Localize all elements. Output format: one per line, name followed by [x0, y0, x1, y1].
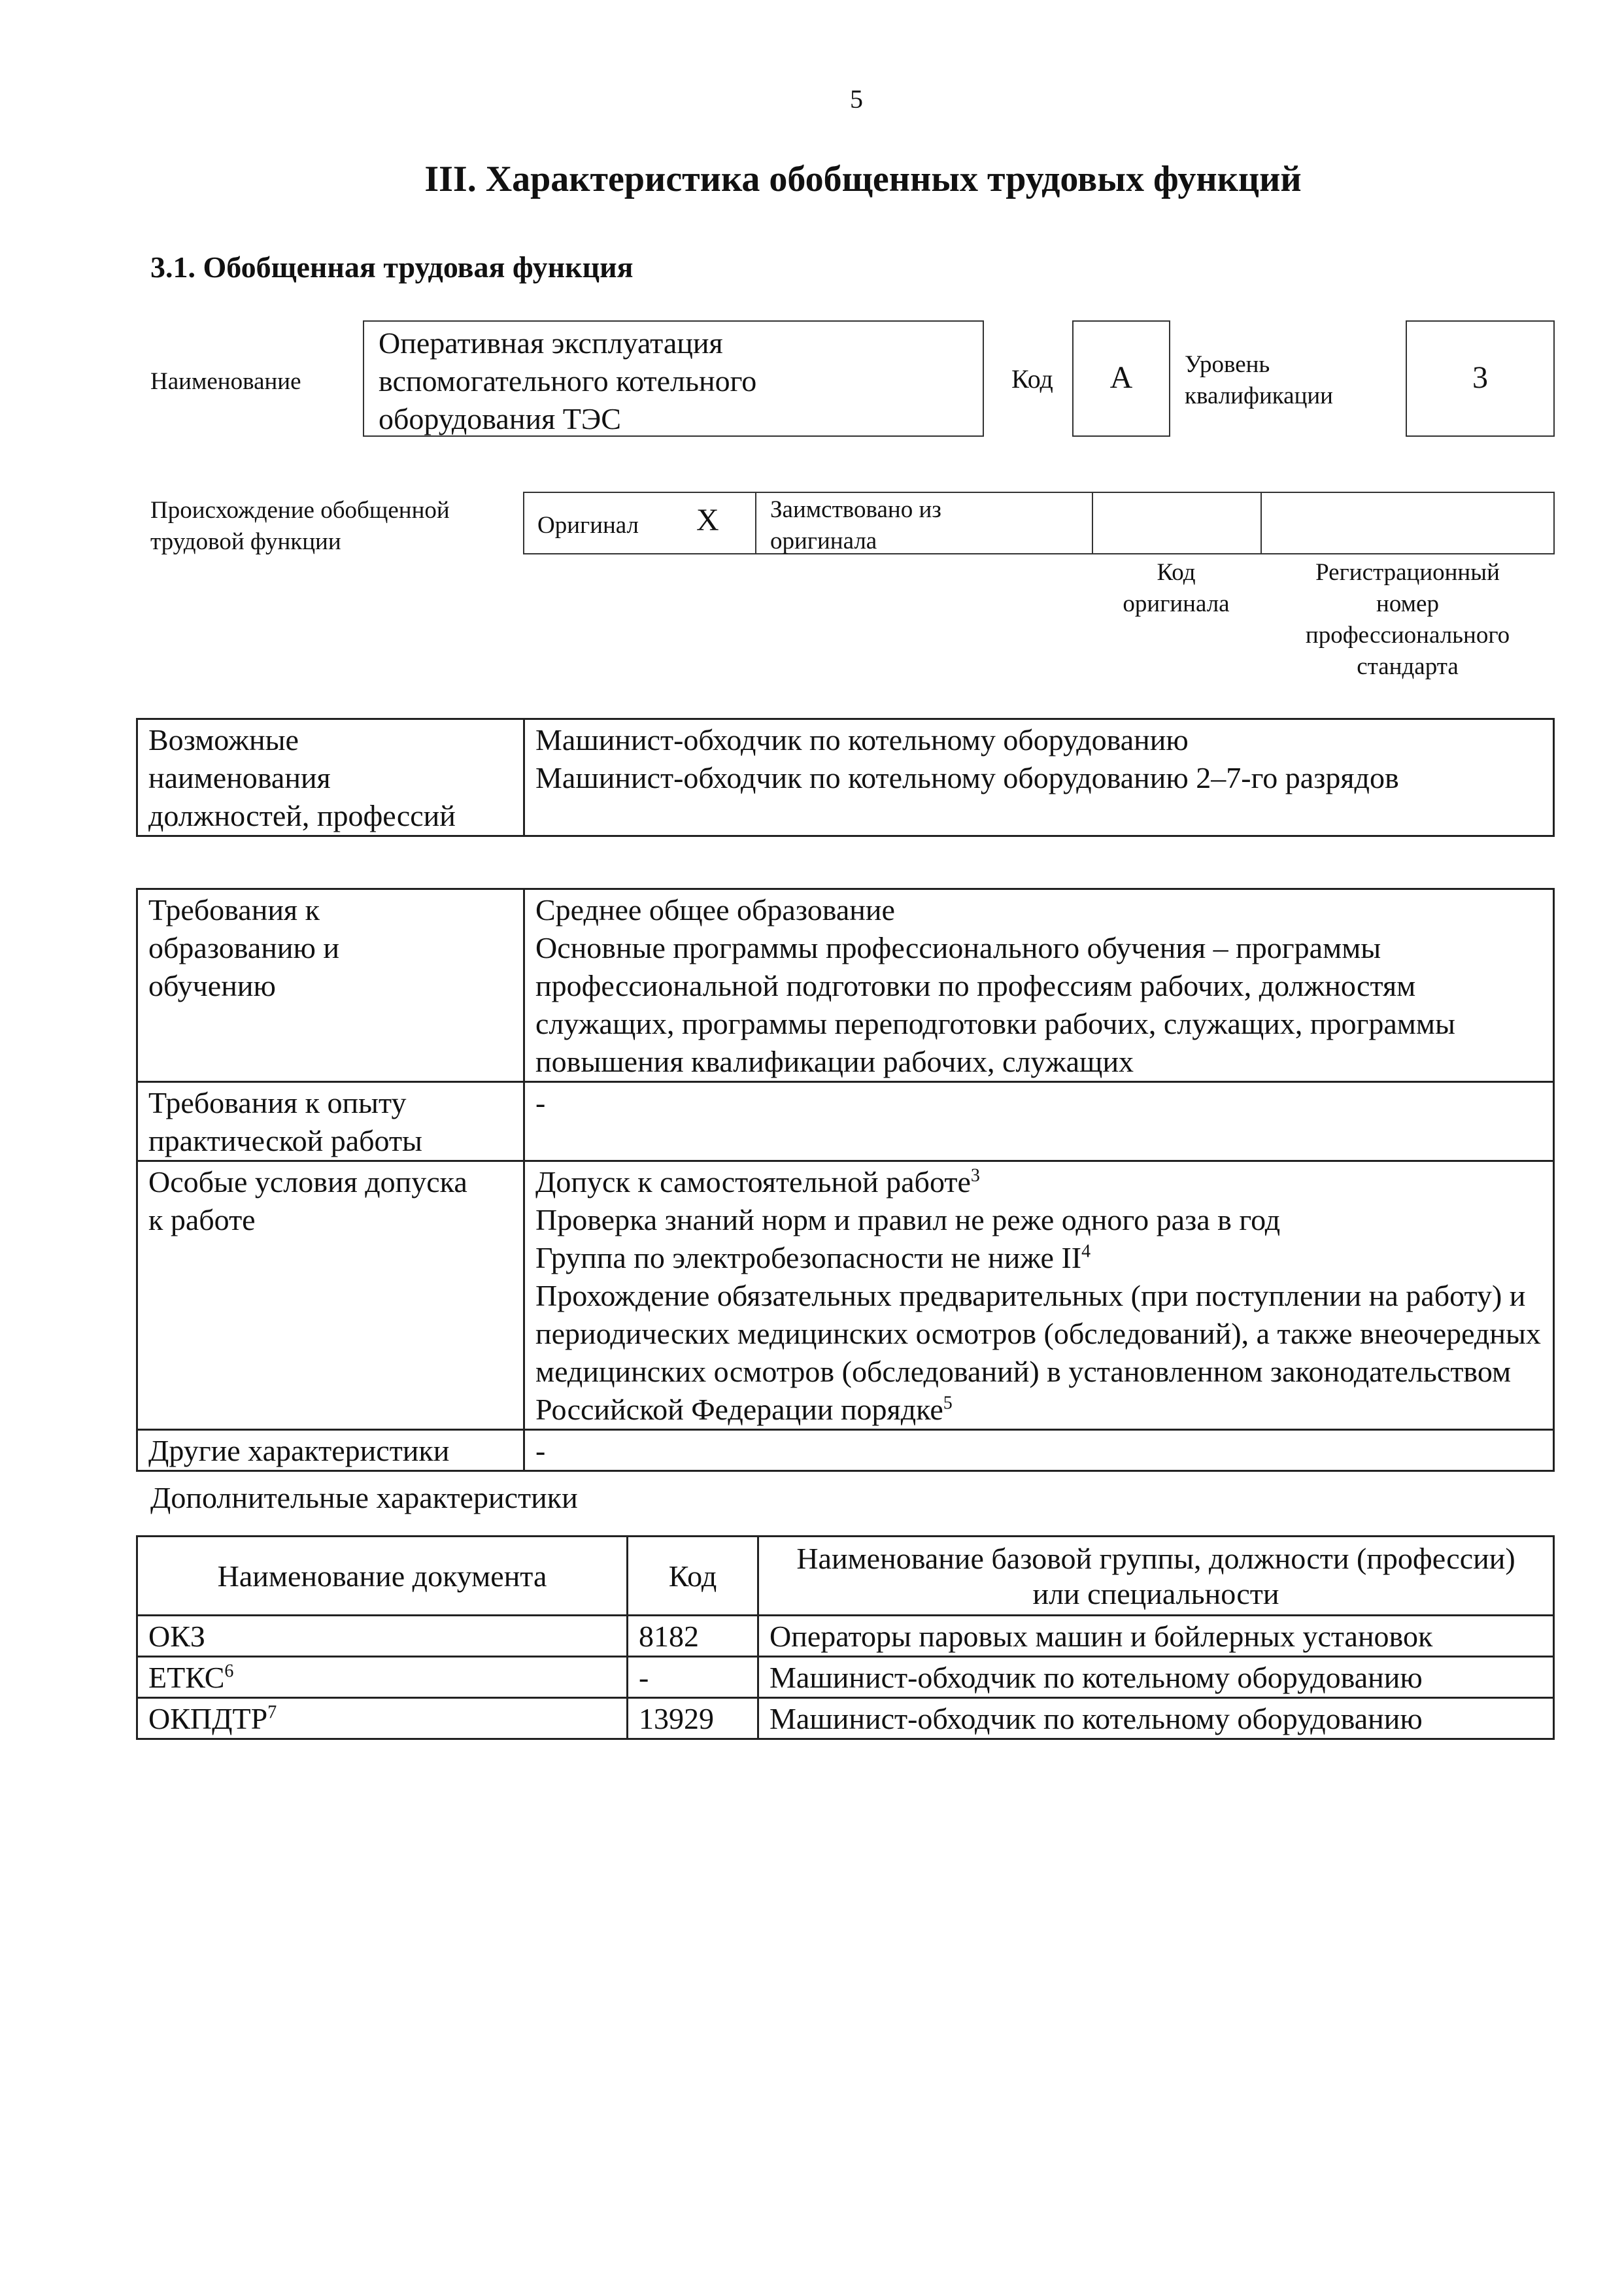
origin-label [150, 495, 450, 558]
function-name-line: вспомогательного котельного [379, 364, 757, 398]
positions-values [524, 719, 1554, 836]
code-cell: 8182 [628, 1616, 758, 1657]
name-cell: Машинист-обходчик по котельному оборудованию [758, 1698, 1554, 1739]
code-cell: 13929 [628, 1698, 758, 1739]
reg-number-line: профессионального [1305, 622, 1510, 649]
header-doc: Наименование документа [137, 1537, 628, 1616]
requirement-row-other [137, 1430, 1554, 1471]
position-item: Машинист-обходчик по котельному оборудованию 2–7-го разрядов [535, 761, 1399, 794]
doc-cell: ЕТКС$^6$ [137, 1657, 628, 1698]
header-name: Наименование базовой группы, должности (профессии) или специальности [758, 1537, 1554, 1616]
original-label: Оригинал [537, 512, 639, 539]
additional-table [136, 1535, 1555, 1740]
positions-label: Возможные наименования должностей, профессий [137, 719, 524, 836]
additional-row [137, 1657, 1554, 1698]
function-name-field [363, 320, 984, 437]
name-label: Наименование [150, 368, 301, 395]
requirement-label: Другие характеристики [137, 1430, 524, 1471]
original-mark: X [696, 503, 719, 537]
borrowed-label [770, 494, 941, 557]
requirement-values: Среднее общее образование Основные программы профессионального обучения – программы профессиональной подготовки по профессиям рабочих, должностям служащих, программы переподготовки рабочих, служащих, программы повышения квалификации рабочих, служащих [524, 889, 1554, 1082]
footnote-ref: 7 [267, 1702, 277, 1723]
borrowed-label-line: оригинала [770, 528, 877, 554]
requirement-label: Особые условия допуска к работе [137, 1161, 524, 1430]
footnote-ref: 6 [224, 1661, 234, 1682]
function-name-line: Оперативная эксплуатация [379, 326, 723, 360]
requirement-row-education [137, 889, 1554, 1082]
requirement-values: - [524, 1082, 1554, 1161]
doc-cell: ОКПДТР$^7$ [137, 1698, 628, 1739]
reg-number-line: стандарта [1357, 653, 1459, 680]
additional-row [137, 1616, 1554, 1657]
level-label [1185, 349, 1333, 412]
code-value-field: A [1072, 320, 1170, 437]
name-cell: Машинист-обходчик по котельному оборудованию [758, 1657, 1554, 1698]
code-cell: - [628, 1657, 758, 1698]
code-label: Код [1011, 364, 1053, 394]
requirement-row-admission [137, 1161, 1554, 1430]
additional-header-row [137, 1537, 1554, 1616]
reg-number-caption [1260, 557, 1555, 683]
additional-row [137, 1698, 1554, 1739]
header-code: Код [628, 1537, 758, 1616]
name-cell: Операторы паровых машин и бойлерных установок [758, 1616, 1554, 1657]
section-title: III. Характеристика обобщенных трудовых функций [424, 159, 1302, 199]
requirement-values: - [524, 1430, 1554, 1471]
function-name-line: оборудования ТЭС [379, 402, 621, 435]
code-original-line: оригинала [1123, 590, 1230, 617]
positions-row [137, 719, 1554, 836]
reg-number-line: Регистрационный [1315, 559, 1500, 586]
level-label-line: квалификации [1185, 382, 1333, 409]
origin-divider [755, 492, 756, 554]
origin-divider [1260, 492, 1262, 554]
origin-divider [1092, 492, 1093, 554]
positions-table [136, 718, 1555, 837]
requirements-table [136, 888, 1555, 1472]
borrowed-label-line: Заимствовано из [770, 496, 941, 523]
footnote-ref: 4 [1081, 1241, 1091, 1262]
doc-cell: ОКЗ [137, 1616, 628, 1657]
subsection-title: 3.1. Обобщенная трудовая функция [150, 250, 634, 284]
additional-title: Дополнительные характеристики [150, 1481, 578, 1514]
code-original-line: Код [1157, 559, 1196, 586]
origin-label-line: трудовой функции [150, 528, 341, 555]
level-value-field: 3 [1406, 320, 1555, 437]
requirement-label: Требования к опыту практической работы [137, 1082, 524, 1161]
origin-label-line: Происхождение обобщенной [150, 497, 450, 524]
requirement-values: Допуск к самостоятельной работе$^3$ Проверка знаний норм и правил не реже одного раза в год Группа по электробезопасности не ниже $II^4$ Прохождение обязательных предварительных (при поступлении на работу) и периодических медицинских осмотров (обследований), а также внеочередных медицинских осмотров (обследований) в установленном законодательством Российской Федерации порядке$^5$ [524, 1161, 1554, 1430]
footnote-ref: 5 [943, 1393, 953, 1414]
code-original-caption [1092, 557, 1260, 620]
origin-field [523, 492, 1555, 554]
requirement-label: Требования к образованию и обучению [137, 889, 524, 1082]
reg-number-line: номер [1376, 590, 1439, 617]
position-item: Машинист-обходчик по котельному оборудованию [535, 723, 1189, 756]
footnote-ref: 3 [970, 1165, 980, 1186]
page-number: 5 [850, 84, 863, 114]
level-label-line: Уровень [1185, 351, 1270, 378]
requirement-row-experience [137, 1082, 1554, 1161]
